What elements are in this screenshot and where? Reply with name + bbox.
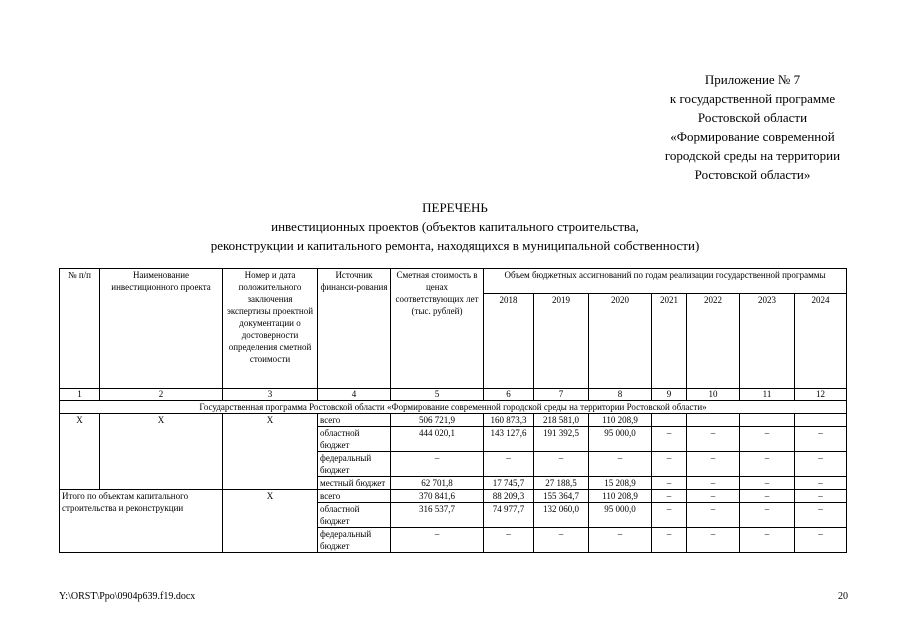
header-row <box>60 269 847 294</box>
value-cell: – <box>795 490 847 503</box>
header-year: 2022 <box>687 294 740 389</box>
value-cell: – <box>589 452 652 477</box>
value-cell: – <box>652 528 687 553</box>
source-cell: всего <box>318 414 391 427</box>
appendix-block <box>630 70 875 184</box>
source-cell: областной бюджет <box>318 427 391 452</box>
value-cell: – <box>534 528 589 553</box>
source-cell: всего <box>318 490 391 503</box>
value-cell: – <box>484 452 534 477</box>
cost-cell: 316 537,7 <box>391 503 484 528</box>
value-cell: 132 060,0 <box>534 503 589 528</box>
value-cell: – <box>740 427 795 452</box>
title-line-2: реконструкции и капитального ремонта, находящихся в муниципальной собственности) <box>210 238 700 253</box>
program-num: Х <box>60 414 100 490</box>
header-num: № п/п <box>60 269 100 389</box>
title-heading: ПЕРЕЧЕНЬ <box>422 200 488 215</box>
cost-cell: 506 721,9 <box>391 414 484 427</box>
value-cell: 27 188,5 <box>534 477 589 490</box>
value-cell: – <box>534 452 589 477</box>
value-cell: 74 977,7 <box>484 503 534 528</box>
header-budget-group: Объем бюджетных ассигнований по годам реализации государственной программы <box>484 269 847 294</box>
value-cell: – <box>652 490 687 503</box>
value-cell: 95 000,0 <box>589 427 652 452</box>
value-cell: 143 127,6 <box>484 427 534 452</box>
header-expertise: Номер и дата положительного заключения экспертизы проектной документации о достоверности определения сметной стоимости <box>223 269 318 389</box>
column-number: 8 <box>589 389 652 401</box>
header-year: 2019 <box>534 294 589 389</box>
value-cell: – <box>589 528 652 553</box>
value-cell: 17 745,7 <box>484 477 534 490</box>
appendix-line: Ростовской области <box>697 110 808 125</box>
document-title <box>140 198 770 255</box>
value-cell: 88 209,3 <box>484 490 534 503</box>
value-cell: – <box>740 452 795 477</box>
value-cell <box>687 414 740 427</box>
value-cell <box>740 414 795 427</box>
value-cell: 110 208,9 <box>589 414 652 427</box>
cost-cell: – <box>391 528 484 553</box>
investment-projects-table <box>59 268 847 553</box>
appendix-line: к государственной программе <box>669 91 836 106</box>
column-number: 6 <box>484 389 534 401</box>
column-number: 9 <box>652 389 687 401</box>
value-cell: – <box>652 427 687 452</box>
cost-cell: 444 020,1 <box>391 427 484 452</box>
source-cell: областной бюджет <box>318 503 391 528</box>
column-number: 7 <box>534 389 589 401</box>
value-cell: – <box>652 452 687 477</box>
value-cell: 191 392,5 <box>534 427 589 452</box>
total-name: Итого по объектам капитального строительства и реконструкции <box>60 490 223 553</box>
value-cell: – <box>740 477 795 490</box>
source-cell: федеральный бюджет <box>318 528 391 553</box>
value-cell: – <box>795 528 847 553</box>
value-cell: – <box>795 477 847 490</box>
value-cell <box>795 414 847 427</box>
appendix-line: городской среды на территории <box>664 148 841 163</box>
source-cell: федеральный бюджет <box>318 452 391 477</box>
section-title: Государственная программа Ростовской области «Формирование современной городской среды на территории Ростовской области» <box>60 401 847 414</box>
column-number: 12 <box>795 389 847 401</box>
table-row <box>60 414 847 427</box>
column-number: 10 <box>687 389 740 401</box>
value-cell: – <box>687 528 740 553</box>
value-cell: 155 364,7 <box>534 490 589 503</box>
value-cell: – <box>795 427 847 452</box>
value-cell: – <box>740 490 795 503</box>
value-cell: – <box>687 427 740 452</box>
header-year: 2020 <box>589 294 652 389</box>
appendix-line: Приложение № 7 <box>704 72 801 87</box>
value-cell: – <box>652 477 687 490</box>
column-numbers-row <box>60 389 847 401</box>
header-year: 2021 <box>652 294 687 389</box>
column-number: 11 <box>740 389 795 401</box>
value-cell: – <box>740 503 795 528</box>
section-title-row <box>60 401 847 414</box>
header-name: Наименование инвестиционного проекта <box>100 269 223 389</box>
value-cell: – <box>687 477 740 490</box>
value-cell: 15 208,9 <box>589 477 652 490</box>
value-cell <box>652 414 687 427</box>
column-number: 1 <box>60 389 100 401</box>
total-expertise: Х <box>223 490 318 553</box>
header-year: 2018 <box>484 294 534 389</box>
appendix-line: «Формирование современной <box>670 129 835 144</box>
title-line-1: инвестиционных проектов (объектов капитального строительства, <box>271 219 639 234</box>
value-cell: – <box>687 490 740 503</box>
value-cell: 218 581,0 <box>534 414 589 427</box>
value-cell: – <box>687 452 740 477</box>
column-number: 3 <box>223 389 318 401</box>
value-cell: – <box>484 528 534 553</box>
value-cell: 110 208,9 <box>589 490 652 503</box>
header-source: Источник финанси-рования <box>318 269 391 389</box>
value-cell: – <box>795 503 847 528</box>
table-row <box>60 490 847 503</box>
value-cell: – <box>687 503 740 528</box>
column-number: 2 <box>100 389 223 401</box>
footer-file-path: Y:\ORST\Ppo\0904p639.f19.docx <box>59 591 196 602</box>
cost-cell: 62 701,8 <box>391 477 484 490</box>
value-cell: – <box>740 528 795 553</box>
cost-cell: – <box>391 452 484 477</box>
value-cell: – <box>795 452 847 477</box>
appendix-line: Ростовской области» <box>694 167 811 182</box>
header-year: 2024 <box>795 294 847 389</box>
header-cost: Сметная стоимость в ценах соответствующих лет (тыс. рублей) <box>391 269 484 389</box>
value-cell: – <box>652 503 687 528</box>
value-cell: 95 000,0 <box>589 503 652 528</box>
source-cell: местный бюджет <box>318 477 391 490</box>
value-cell: 160 873,3 <box>484 414 534 427</box>
column-number: 5 <box>391 389 484 401</box>
program-expertise: Х <box>223 414 318 490</box>
program-name: Х <box>100 414 223 490</box>
column-number: 4 <box>318 389 391 401</box>
header-year: 2023 <box>740 294 795 389</box>
cost-cell: 370 841,6 <box>391 490 484 503</box>
footer-page-number: 20 <box>838 591 848 602</box>
